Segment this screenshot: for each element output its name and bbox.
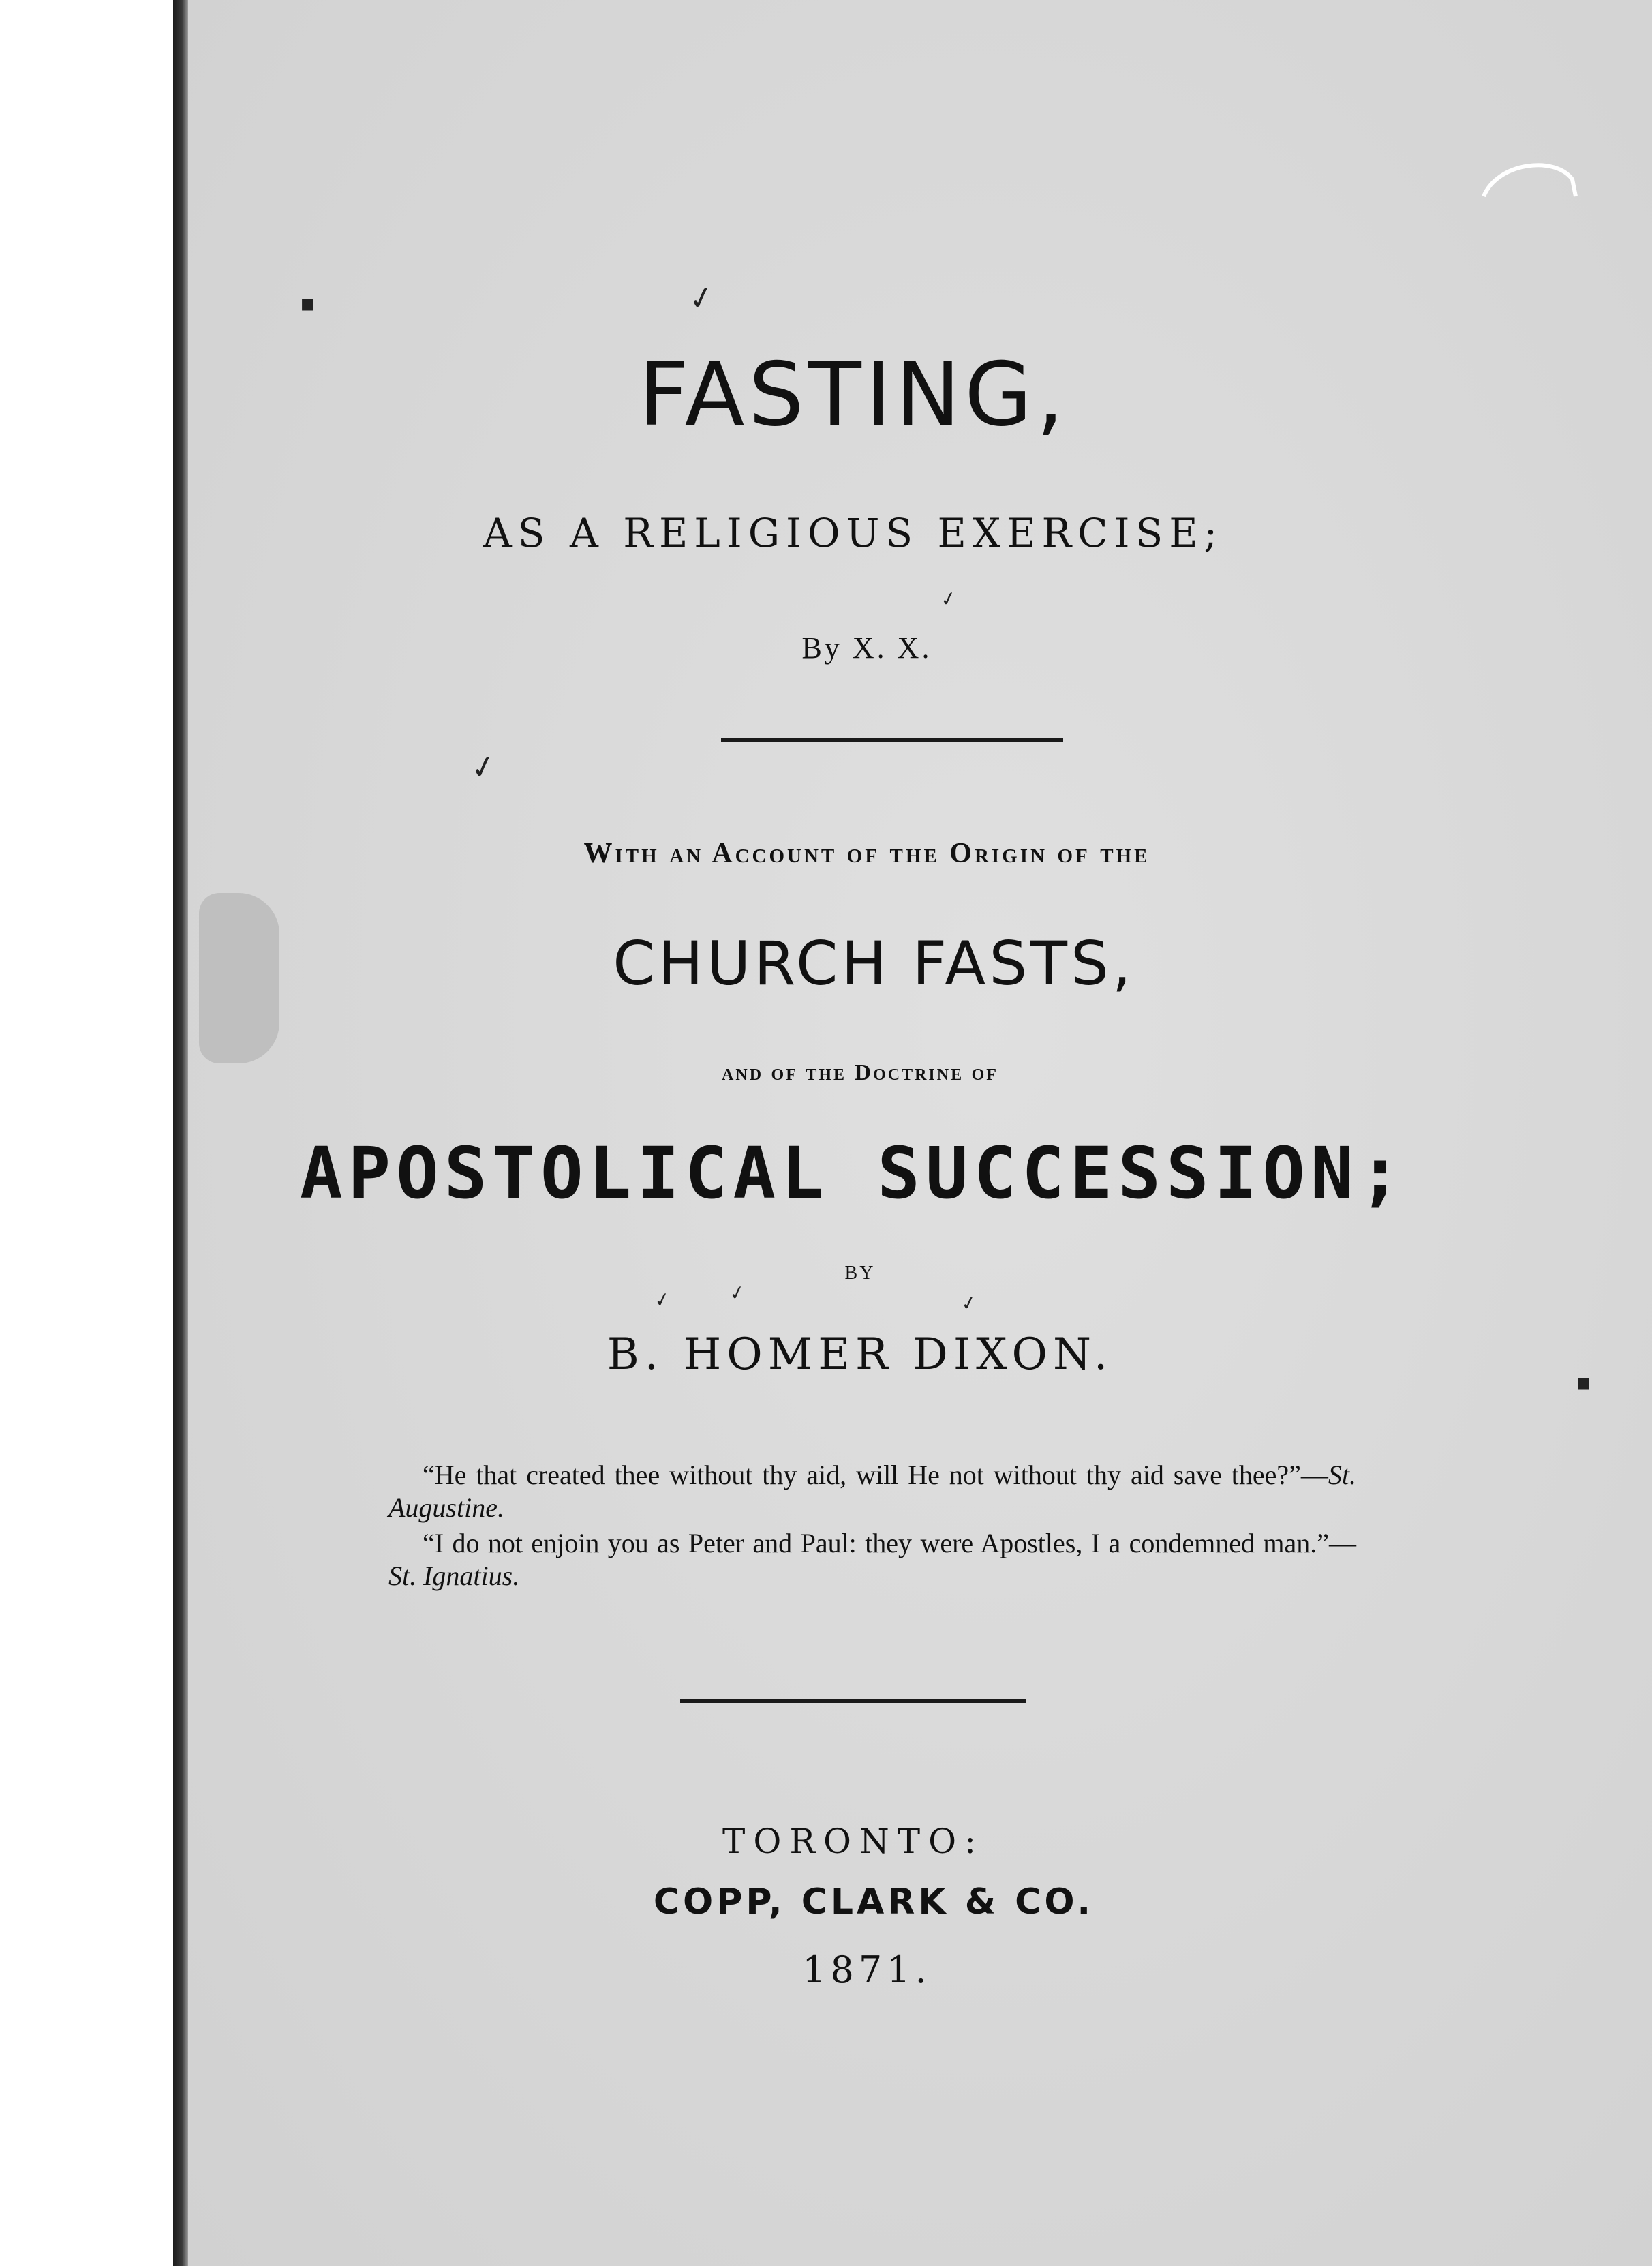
check-mark-icon: ✓ [726,1280,748,1306]
check-mark-icon: ✓ [958,1290,979,1316]
epigraph-attribution: St. Ignatius. [388,1560,520,1591]
by-label: BY [844,1263,876,1284]
ink-speck-icon: ▪ [300,290,316,317]
imprint-year: 1871. [802,1948,932,1991]
author-name: B. HOMER DIXON. [607,1329,1114,1380]
epigraph [388,1459,1356,1524]
epigraph-text: “I do not enjoin you as Peter and Paul: they were Apostles, I a condemned man.”— [423,1528,1356,1558]
check-mark-icon: ✓ [938,586,959,612]
epigraph [388,1527,1356,1592]
check-mark-icon: ✓ [652,1286,673,1313]
third-work-intro: and of the Doctrine of [722,1060,998,1085]
divider-rule [680,1700,1026,1703]
byline: By X. X. [801,631,932,665]
epigraph-attribution: St. Augustine. [388,1460,1356,1523]
book-subtitle: AS A RELIGIOUS EXERCISE; [483,510,1224,556]
epigraph-text: “He that created thee without thy aid, will He not without thy aid save thee?”— [423,1460,1328,1490]
imprint-publisher: COPP, CLARK & CO. [653,1882,1095,1922]
second-work-title: CHURCH FASTS, [613,928,1135,999]
book-title: FASTING, [638,344,1069,446]
divider-rule [721,738,1063,742]
third-work-title: APOSTOLICAL SUCCESSION; [299,1132,1407,1215]
check-mark-icon: ✓ [466,746,500,788]
check-mark-icon: ✓ [684,277,718,319]
ink-speck-icon: ▪ [1576,1369,1592,1396]
pencil-scribble-icon [1480,155,1582,217]
imprint-city: TORONTO: [722,1822,984,1861]
second-work-intro: With an Account of the Origin of the [583,838,1150,869]
